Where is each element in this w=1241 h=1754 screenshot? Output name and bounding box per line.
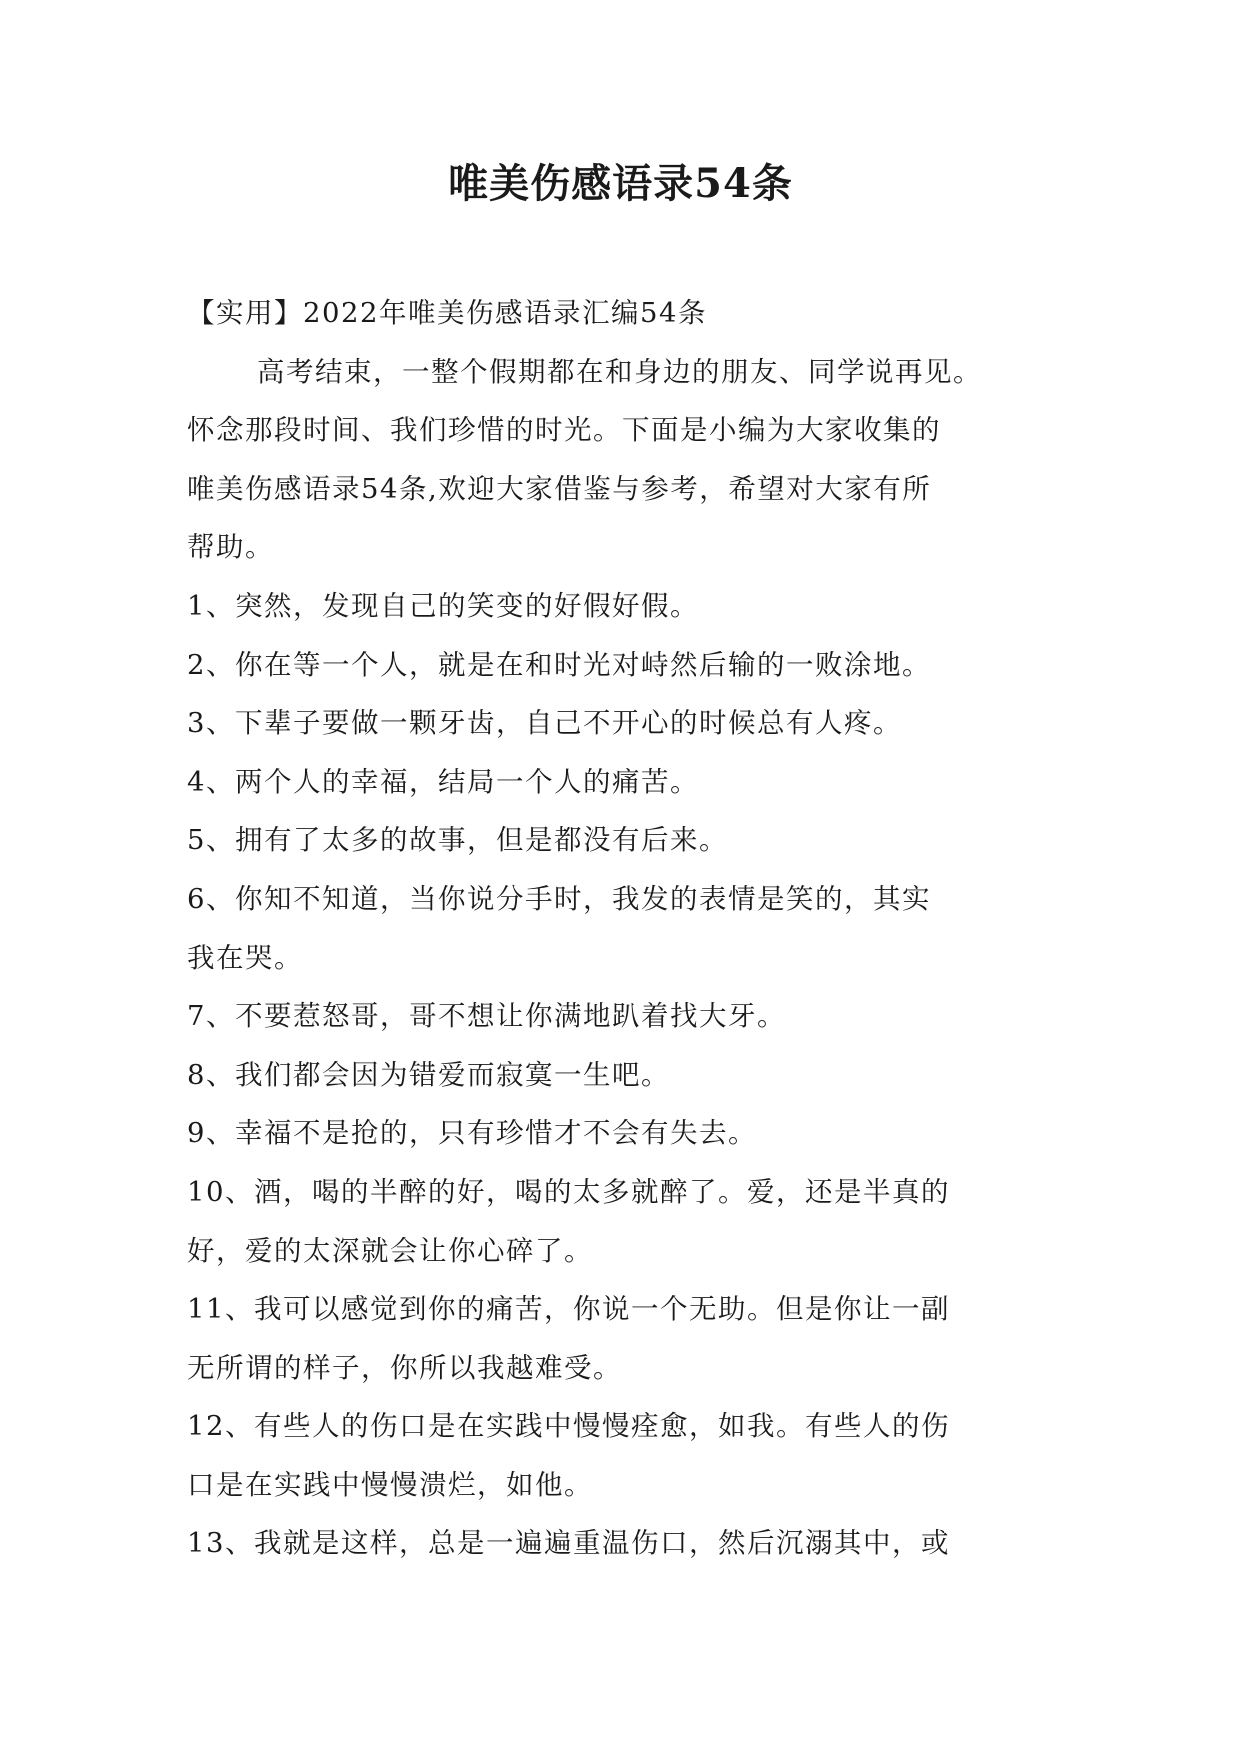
quote-item-10: 10、酒，喝的半醉的好，喝的太多就醉了。爱，还是半真的 (187, 1175, 950, 1208)
quote-item-11-cont: 无所谓的样子，你所以我越难受。 (187, 1351, 622, 1384)
quote-item-12: 12、有些人的伤口是在实践中慢慢痊愈，如我。有些人的伤 (187, 1410, 950, 1443)
quote-item-2: 2、你在等一个人，就是在和时光对峙然后输的一败涂地。 (187, 648, 931, 681)
quote-item-7: 7、不要惹怒哥，哥不想让你满地趴着找大牙。 (187, 1000, 786, 1033)
quote-item-10-cont: 好，爱的太深就会让你心碎了。 (187, 1234, 593, 1267)
subtitle-line: 【实用】2022年唯美伤感语录汇编54条 (187, 297, 707, 329)
quote-item-13: 13、我就是这样，总是一遍遍重温伤口，然后沉溺其中，或 (187, 1527, 950, 1560)
quote-item-11: 11、我可以感觉到你的痛苦，你说一个无助。但是你让一副 (187, 1293, 950, 1326)
quote-item-4: 4、两个人的幸福，结局一个人的痛苦。 (187, 765, 699, 798)
document-title: 唯美伤感语录54条 (448, 160, 793, 207)
intro-line: 高考结束，一整个假期都在和身边的朋友、同学说再见。 (257, 355, 982, 388)
intro-line: 唯美伤感语录54条,欢迎大家借鉴与参考，希望对大家有所 (187, 472, 932, 505)
quote-item-6: 6、你知不知道，当你说分手时，我发的表情是笑的，其实 (187, 882, 931, 915)
quote-item-3: 3、下辈子要做一颗牙齿，自己不开心的时候总有人疼。 (187, 707, 902, 740)
intro-line: 怀念那段时间、我们珍惜的时光。下面是小编为大家收集的 (187, 414, 941, 447)
quote-item-6-cont: 我在哭。 (187, 941, 303, 974)
intro-line: 帮助。 (187, 531, 274, 564)
quote-item-12-cont: 口是在实践中慢慢溃烂，如他。 (187, 1468, 593, 1501)
document-body (187, 284, 1057, 1573)
quote-item-1: 1、突然，发现自己的笑变的好假好假。 (187, 589, 699, 622)
quote-item-5: 5、拥有了太多的故事，但是都没有后来。 (187, 824, 728, 857)
quote-item-8: 8、我们都会因为错爱而寂寞一生吧。 (187, 1058, 670, 1091)
quote-item-9: 9、幸福不是抢的，只有珍惜才不会有失去。 (187, 1117, 757, 1150)
